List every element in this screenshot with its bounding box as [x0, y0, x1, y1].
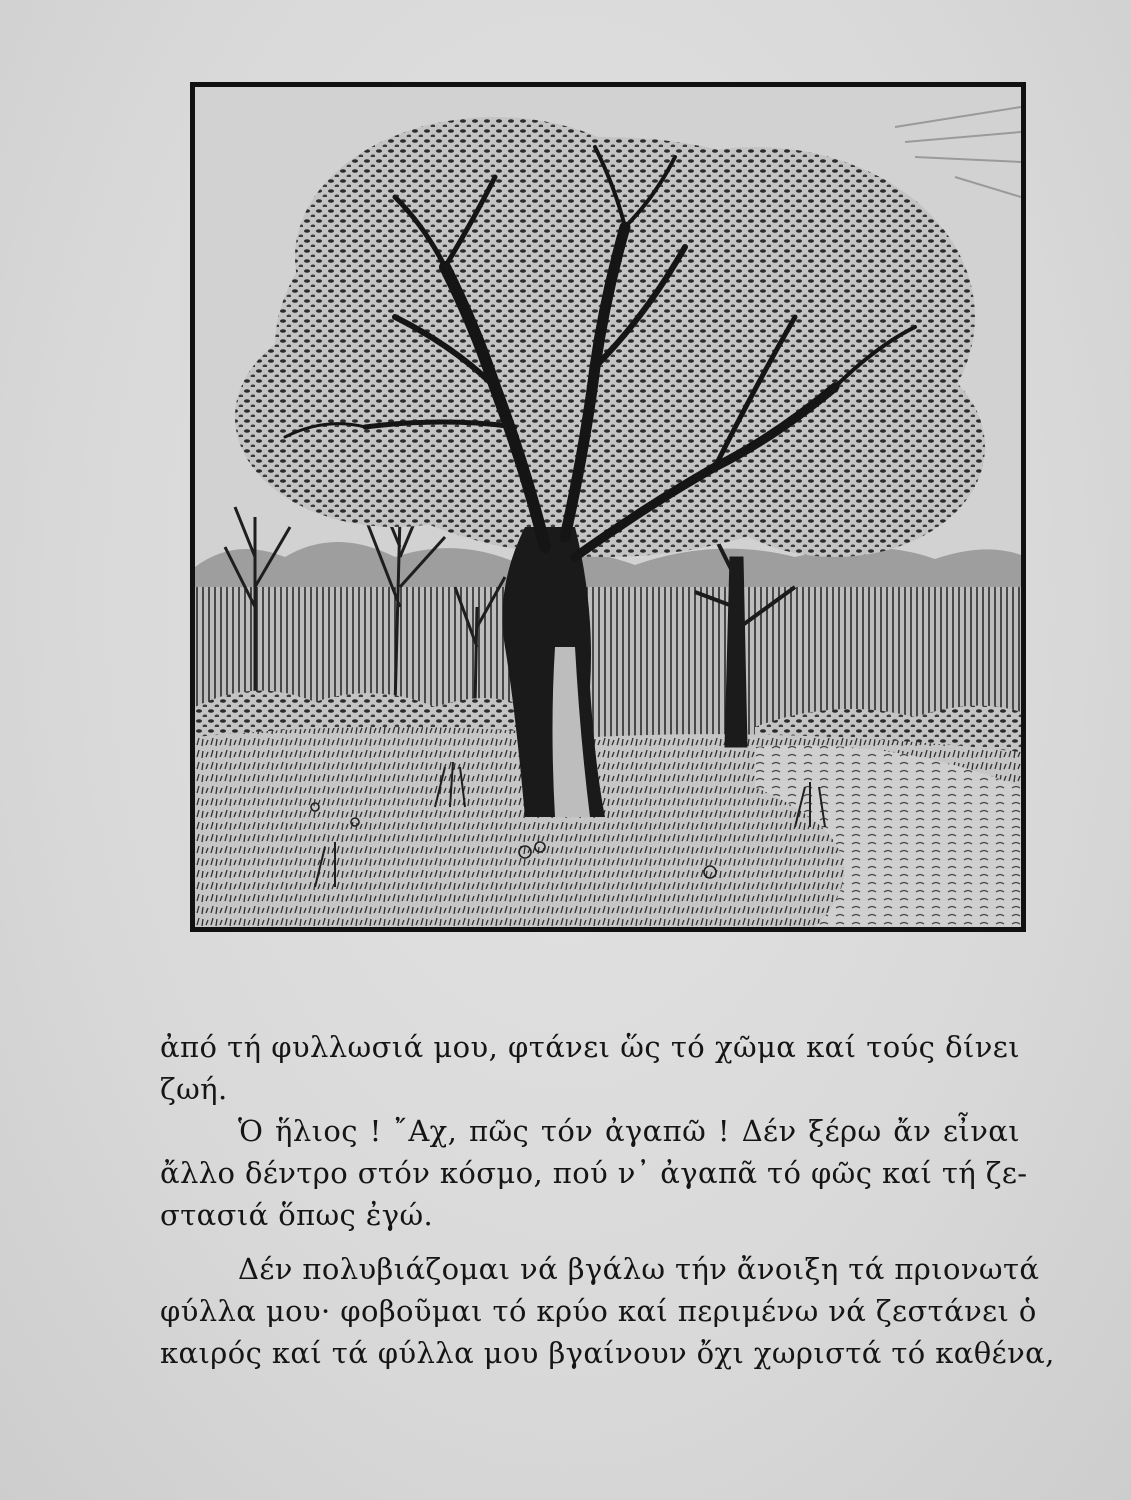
text-line: στασιά ὅπως ἐγώ.: [160, 1198, 434, 1232]
paragraph-1: [160, 1026, 1020, 1110]
text-line: ζωή.: [160, 1072, 228, 1106]
paragraph-2: [160, 1110, 1028, 1236]
text-line: φύλλα μου· φοβοῦμαι τό κρύο καί περιμένω νά ζεστάνει ὁ: [160, 1294, 1037, 1328]
text-line: ἀπό τή φυλλωσιά μου, φτάνει ὥς τό χῶμα καί τούς δίνει: [160, 1030, 1020, 1064]
text-line: Ὁ ἥλιος ! ῎Αχ, πῶς τόν ἀγαπῶ ! Δέν ξέρω ἄν εἶναι: [238, 1114, 1020, 1148]
text-line: καιρός καί τά φύλλα μου βγαίνουν ὄχι χωριστά τό καθένα,: [160, 1336, 1055, 1370]
tree-woodcut-image: [195, 87, 1021, 927]
text-line: Δέν πολυβιάζομαι νά βγάλω τήν ἄνοιξη τά πριονωτά: [238, 1252, 1040, 1286]
paragraph-3: [160, 1248, 1055, 1374]
body-text: [160, 1026, 1055, 1374]
tree-illustration: [190, 82, 1026, 932]
text-line: ἄλλο δέντρο στόν κόσμο, πού ν᾽ ἀγαπᾶ τό φῶς καί τή ζε-: [160, 1156, 1028, 1190]
